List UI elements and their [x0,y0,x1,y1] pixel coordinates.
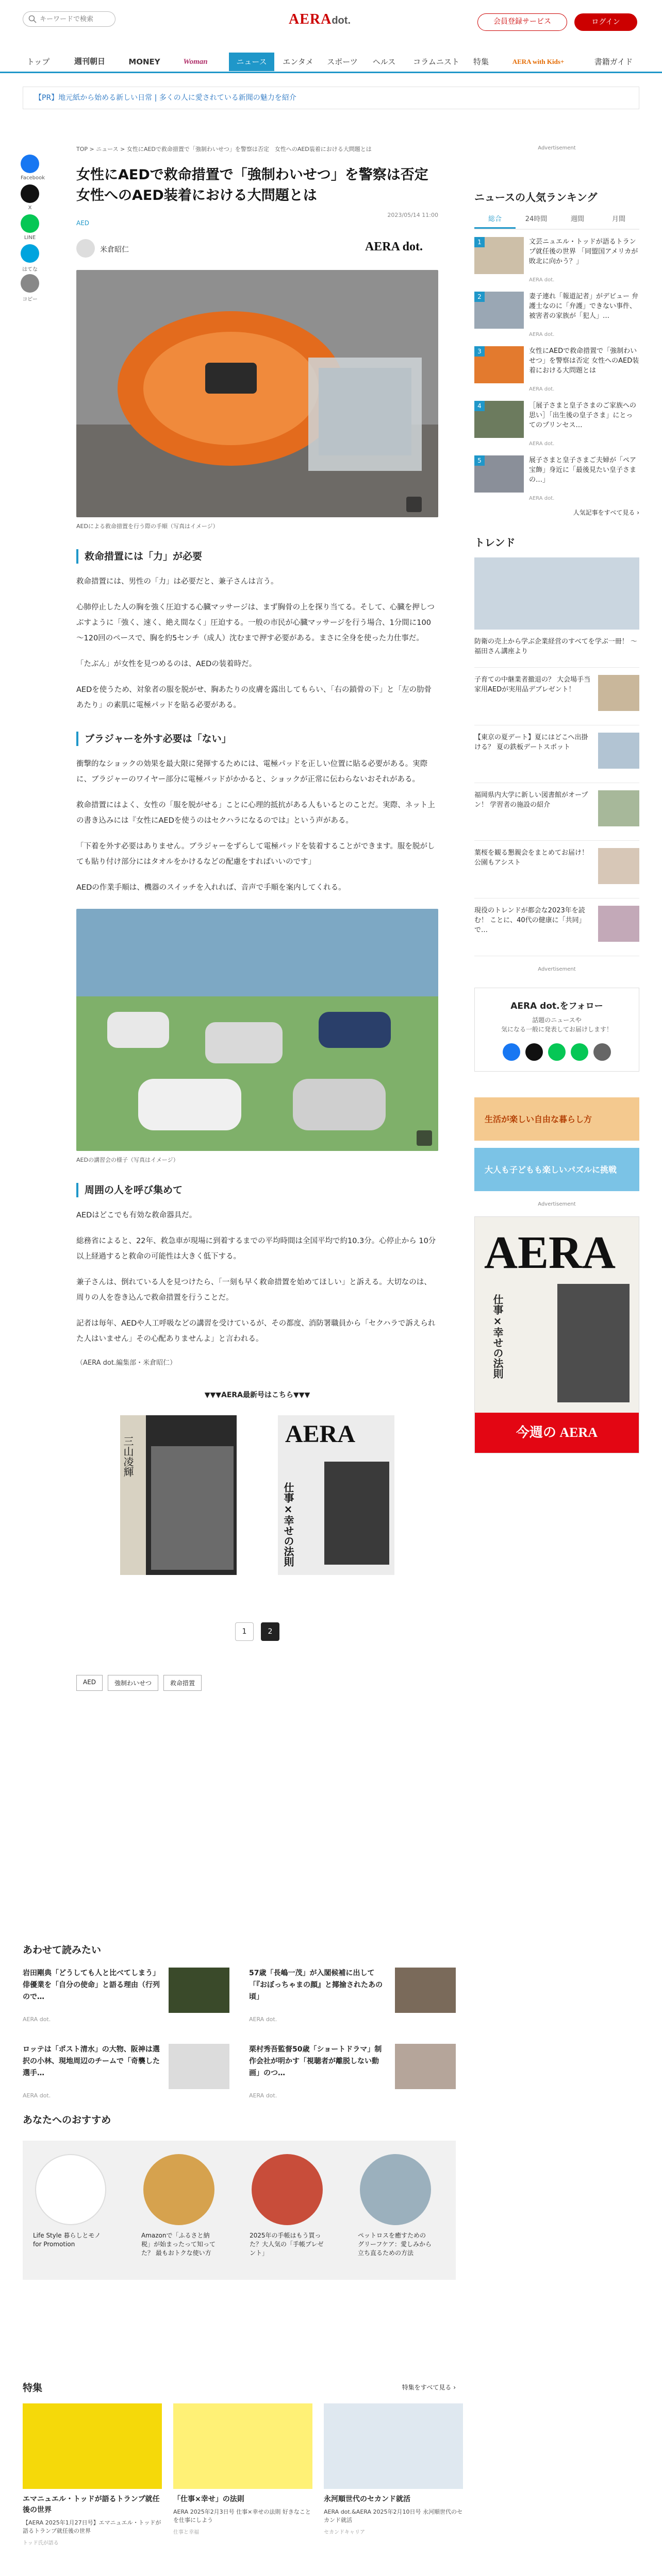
follow-title: AERA dot.をフォロー [510,1001,603,1011]
feature-card-desc: AERA dot.&AERA 2025年2月10日号 永河順世代のセカンド就活 [324,2509,462,2523]
paragraph: 心肺停止した人の胸を強く圧迫する心臓マッサージは、まず胸骨の上を探り当てる。そして、心臓を押しつぶすように「強く、速く、絶え間なく」圧迫する。一般の市民が心臓マッサージを行う場合、1分間に100～120回のペースで、胸を約5センチ（成人）沈むまで押す必要がある。まさに全身を使った力仕事だ。 [76,603,435,642]
aera-ad-footer: 今週の AERA [475,1413,639,1453]
follow-box [474,988,639,1072]
magazine-cover-weekly[interactable] [120,1415,237,1575]
related-card-title: 岩田剛典「どうしても人と比べてしまう」 俳優業を「自分の使命」と語る理由（行列ので… [23,1969,160,2001]
follow-sub: 話題のニュースや [532,1016,582,1024]
feature-card-title: エマニュエル・トッドが語るトランプ就任後の世界 [23,2495,160,2514]
facebook-share-icon[interactable]: Facebook [21,155,39,173]
rank-number: 3 [474,346,485,357]
feature-card[interactable] [173,2403,312,2546]
line-icon[interactable] [548,1043,566,1061]
line-share-icon[interactable]: LINE [21,214,39,233]
ranking-more-link[interactable]: 人気記事をすべて見る › [573,509,639,516]
recommend-card-title: Life Style 暮らしとモノ for Promotion [33,2232,101,2248]
related-card-thumb [169,1968,229,2013]
search-box[interactable] [23,11,115,27]
trend-thumb [598,733,639,769]
ad-label: Advertisement [538,1201,576,1207]
nav-item-books[interactable]: 書籍ガイド [594,57,633,66]
ranking-item-meta: AERA dot. [529,277,555,283]
trend-item-title: 福岡県内大学に新しい図書館がオープン！ 学習者の施設の紹介 [474,791,588,809]
recommend-card-title: Amazonで「ふるさと納税」が始まったって知ってた？ 最もおトクな使い方 [141,2232,216,2257]
feature-image [324,2403,463,2489]
rank-number: 2 [474,292,485,302]
paragraph: AEDはどこでも有効な救命器具だ。 [76,1211,197,1219]
tab-month[interactable]: 月間 [611,215,625,223]
recommend-card-title: ペットロスを癒すための グリーフケア：愛しみから立ち直るための方法 [358,2232,432,2257]
related-card[interactable] [249,2044,456,2106]
section-heading: 救命措置には「力」が必要 [76,549,438,564]
page-link-1[interactable]: 1 [235,1622,254,1641]
nav-item-health[interactable]: ヘルス [372,57,396,66]
related-card[interactable] [23,1968,229,2029]
nav-item-feature[interactable]: 特集 [473,57,489,66]
recommend-image [360,2154,431,2225]
section-heading: ブラジャーを外す必要は「ない」 [76,732,438,746]
trend-thumb [598,790,639,826]
ranking-tabs [474,213,639,230]
feature-card-meta: 仕事と幸福 [173,2530,199,2535]
x-icon[interactable] [525,1043,543,1061]
tab-week[interactable]: 週間 [570,215,584,223]
related-card-meta: AERA dot. [23,2016,51,2023]
paragraph: 救命措置にはよく、女性の「服を脱がせる」ことに心理的抵抗がある人もいるとのことだ。実際、ネット上の書き込みには『女性にAEDを使うのはセクハラになるのでは』という声がある。 [76,801,435,825]
photo-caption: AEDの講習会の様子（写真はイメージ） [76,1157,179,1163]
ranking-item-title: ［展子さまと皇子さまのご家族への思い］「出生後の皇子さま」にとってのプリンセス… [529,402,637,429]
ranking-item-title: 女性にAEDで救命措置で「強制わいせつ」を警察は否定 女性へのAED装着における大問題とは [529,347,639,375]
aera-latest-link[interactable]: ▼▼▼AERA最新号はこちら▼▼▼ [204,1391,310,1399]
feature-card[interactable] [324,2403,463,2546]
ranking-item-title: 展子さまと皇子さまご夫婦が「ペア宝飾」身近に「最後見たい皇子さまの…」 [529,456,637,484]
follow-sub: 気になる一般に発表してお届けします！ [501,1026,613,1033]
feature-card-meta: トッド氏が語る [23,2540,59,2546]
ranking-item[interactable] [474,237,639,284]
feature-image [173,2403,312,2489]
magazine-row [76,1415,438,1575]
trend-item-title: 【東京の夏デート】夏にはどこへ出掛ける？ 夏の鉄板デートスポット [474,734,588,751]
ranking-item[interactable] [474,401,639,448]
related-card-thumb [395,1968,456,2013]
rss-icon[interactable] [593,1043,611,1061]
hatena-share-icon[interactable]: はてな [21,244,39,263]
trend-item[interactable] [474,846,639,899]
aera-ad-headline: 仕事×幸せの法則 [491,1294,504,1379]
related-heading: あわせて読みたい [23,1944,102,1956]
trend-item-title: 葉桜を観る懇親会をまとめてお届け！ 公園もアシスト [474,849,589,867]
paragraph: 兼子さんは、倒れている人を見つけたら、「一刻も早く救命措置を始めてほしい」と訴える。大切なのは、周りの人を巻き込んで救命措置を行うことだ。 [76,1278,432,1302]
author-row [76,237,438,261]
breadcrumb: TOP > ニュース > 女性にAEDで救命措置で「強制わいせつ」を警察は否定 女性へのAED装着における大問題とは [76,146,372,152]
tag[interactable]: AED [76,1675,103,1691]
trend-item-title: 子育ての中継業者撤退の？ 大会場手当家用AEDが実用品デブレゼント！ [474,676,591,693]
paragraph: 記者は毎年、AEDや人工呼吸などの講習を受けているが、その都度、消防署職員から「セクハラで訴えられた人はいません」その心配ありませんよ」と言われる。 [76,1319,436,1343]
paragraph: 救命措置には、男性の「力」は必要だと、兼子さんは言う。 [76,578,278,586]
trend-item[interactable] [474,904,639,956]
right-column [474,145,639,1453]
brand-logo: AERA dot. [365,240,423,253]
article-category[interactable]: AED [76,219,90,227]
tag[interactable]: 強制わいせつ [108,1675,158,1691]
tab-all[interactable]: 総合 [474,213,516,229]
rank-number: 1 [474,237,485,247]
paragraph: 「下着を外す必要はありません。ブラジャーをずらして電極パッドを装着することができます。服を脱がしても貼り付け部分にはタオルをかけるなどの配慮をすればいいのです」 [76,842,435,866]
copy-link-icon[interactable]: コピー [21,274,39,293]
recommend-heading: あなたへのおすすめ [23,2114,111,2126]
nav-item-woman[interactable]: Woman [183,58,208,66]
nav-item-sports[interactable]: スポーツ [327,57,358,66]
feature-card-desc: 【AERA 2025年1月27日号】エマニュエル・トッドが語るトランプ就任後の世界 [23,2519,161,2534]
promo-banner-1[interactable]: 生活が楽しい自由な暮らし方 [474,1097,639,1141]
nav-item-kids[interactable]: AERA with Kids+ [512,58,565,65]
ranking-item[interactable] [474,346,639,394]
recommend-image [143,2154,214,2225]
svg-text:AERA: AERA [285,1420,356,1448]
magazine-cover-aera[interactable] [278,1415,394,1575]
article [76,145,442,1691]
rank-number: 5 [474,455,485,466]
x-share-icon[interactable]: X [21,184,39,203]
recommend-card[interactable] [250,2154,325,2258]
related-card-title: 57歳「長嶋一茂」が入閣候補に出して「『おぼっちゃまの顔』と揶揄されたあの頃」 [249,1969,383,2001]
feature-card[interactable] [23,2403,162,2546]
recommend-card[interactable] [358,2154,433,2258]
recommend-card[interactable] [141,2154,217,2258]
feature-card-title: 永河順世代のセカンド就活 [324,2495,410,2503]
related-section [23,1942,456,2106]
tab-24h[interactable]: 24時間 [525,215,548,223]
nav-item-news[interactable]: ニュース [229,53,274,71]
pr-ticker[interactable]: 【PR】地元紙から始める新しい日常 | 多くの人に愛されている新聞の魅力を紹介 [23,87,639,109]
register-button[interactable]: 会員登録サービス [477,13,567,31]
recommend-image [252,2154,323,2225]
recommend-card[interactable] [33,2154,108,2249]
paragraph: 「たぶん」が女性を見つめるのは、AEDの装着時だ。 [76,660,257,668]
nav-item-weekly[interactable]: 週刊朝日 [74,58,105,66]
trend-hero-image[interactable] [474,557,639,630]
nav-item-entame[interactable]: エンタメ [283,57,313,66]
page-link-2[interactable]: 2 [261,1622,279,1641]
ranking-item-meta: AERA dot. [529,496,555,501]
article-credit: （AERA dot.編集部・米倉昭仁） [76,1359,177,1367]
ranking-item[interactable] [474,292,639,339]
ranking-item-title: 文芸ニュエル・トッドが語るトランプ就任後の世界 「同盟国アメリカが敗北に向かう？」 [529,238,638,265]
feature-section [23,2380,462,2546]
svg-text:仕事×幸せの法則: 仕事×幸せの法則 [282,1482,294,1567]
recommend-card-title: 2025年の手帳はもう買った？大人気の「手帳プレゼント」 [250,2232,324,2257]
login-button[interactable]: ログイン [574,13,637,31]
aed-photo [76,270,438,517]
trend-item[interactable] [474,731,639,783]
paragraph: 総務省によると、22年、救急車が現場に到着するまでの平均時間は全国平均で約10.3分。心停止から 10分以上経過すると救命の可能性は大きく低下する。 [76,1237,436,1261]
related-card-thumb [395,2044,456,2089]
trend-item[interactable] [474,788,639,841]
related-card-thumb [169,2044,229,2089]
related-card-meta: AERA dot. [249,2016,277,2023]
trend-item[interactable] [474,673,639,725]
related-card-title: 栗村秀吾監督50歳「ショートドラマ」制作会社が明かす「視聴者が離脱しない動画」のつ… [249,2045,382,2077]
ranking-item[interactable] [474,455,639,503]
follow-icons [480,1043,634,1061]
author-avatar [76,239,95,258]
site-logo[interactable] [289,11,373,31]
related-card-meta: AERA dot. [23,2092,51,2099]
ranking-item-meta: AERA dot. [529,332,555,337]
ranking-item-meta: AERA dot. [529,386,555,392]
trend-item-title: 現役のトレンドが都会な2023年を読む！ ことに、40代の健康に「共同」で… [474,907,586,934]
article-title: 女性にAEDで救命措置で「強制わいせつ」を警察は否定 女性へのAED装着における大問題とは [76,167,442,204]
recommend-carousel [23,2141,456,2280]
lifestyle-logo-icon [35,2154,106,2225]
related-card-title: ロッテは「ポスト清水」の大物、阪神は選択の小林、現地周辺のチームで「奇襲した選手… [23,2045,160,2077]
author-name[interactable]: 米倉昭仁 [100,246,129,254]
feature-card-meta: セカンドキャリア [324,2530,365,2535]
section-heading: 周囲の人を呼び集めて [76,1183,438,1197]
feature-heading: 特集 [23,2382,43,2394]
global-nav [0,49,662,73]
feature-card-title: 「仕事×幸せ」の法則 [173,2495,244,2503]
promo-banner-2[interactable]: 大人も子どもも楽しいパズルに挑戦 [474,1148,639,1191]
nav-item-money[interactable]: MONEY [128,57,160,66]
line-news-icon[interactable] [571,1043,588,1061]
nav-item-top[interactable]: トップ [26,57,50,66]
recommend-section [23,2112,456,2280]
related-card[interactable] [23,2044,229,2106]
trend-thumb [598,675,639,711]
aera-magazine-ad[interactable] [474,1216,639,1453]
ranking-title: ニュースの人気ランキング [474,191,598,204]
search-input[interactable] [40,14,109,24]
pagination [76,1622,438,1641]
nav-item-columnist[interactable]: コラムニスト [413,57,459,66]
logo-sub: dot. [332,15,351,26]
logo-main: AERA [289,11,332,27]
related-card[interactable] [249,1968,456,2029]
feature-card-desc: AERA 2025年2月3日号 仕事×幸せの法則 好きなことを仕事にしよう [173,2509,311,2523]
feature-more-link[interactable]: 特集をすべて見る › [402,2384,456,2391]
aera-ad-logo: AERA [484,1227,616,1278]
ranking-item-title: 妻子連れ「報道記者」がデビュー 弁護士なのに「弁護」できない事件、被害者の家族が「犯人」… [529,293,639,320]
training-photo [76,909,438,1151]
tag-list [76,1675,438,1691]
photo-caption: AEDによる救命措置を行う際の手順（写真はイメージ） [76,523,219,530]
tag[interactable]: 救命措置 [163,1675,202,1691]
header [0,0,662,43]
article-date: 2023/05/14 11:00 [387,212,438,218]
ad-label: Advertisement [538,967,576,972]
ad-label: Advertisement [538,145,576,151]
svg-text:三山凌輝: 三山凌輝 [122,1436,133,1477]
search-icon [28,15,37,23]
trend-thumb [598,906,639,942]
paragraph: 衝撃的なショックの効果を最大限に発揮するためには、電極パッドを正しい位置に貼る必要がある。実際に、ブラジャーのワイヤー部分に電極パッドがかかると、ショックが正常に伝わらないおそれがある。 [76,760,428,784]
trend-item-title: 防衛の売上から学ぶ企業経営のすべてを学ぶ一冊！ ～福田さん講座より [474,638,637,655]
share-bar [21,155,45,304]
paragraph: AEDの作業手順は、機器のスイッチを入れれば、音声で手順を案内してくれる。 [76,884,346,892]
facebook-icon[interactable] [503,1043,520,1061]
paragraph: AEDを使うため、対象者の服を脱がせ、胸あたりの皮膚を露出してもらい、「右の鎖骨の下」と「左の肋骨あたり」の素肌に電極パッドを貼る必要がある。 [76,686,432,709]
trend-thumb [598,848,639,884]
related-card-meta: AERA dot. [249,2092,277,2099]
trend-title: トレンド [474,536,516,549]
ranking-item-meta: AERA dot. [529,441,555,447]
feature-image [23,2403,162,2489]
aera-ad-photo [557,1284,630,1402]
trend-item[interactable] [474,635,639,668]
rank-number: 4 [474,401,485,411]
